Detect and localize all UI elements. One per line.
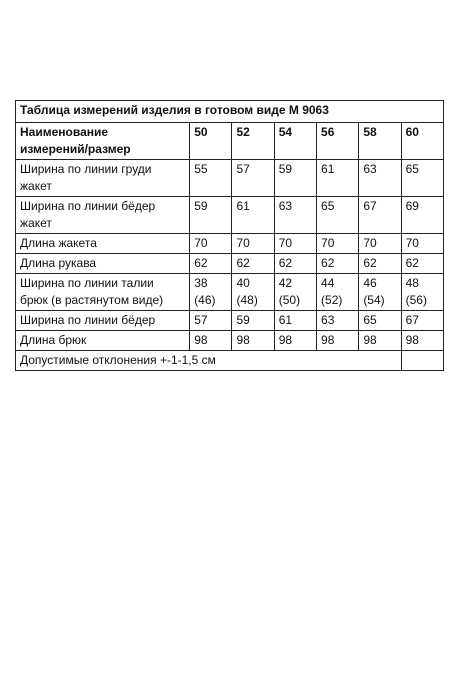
value-cell bbox=[317, 274, 359, 311]
value-line: 65 bbox=[405, 162, 419, 176]
value-line: 70 bbox=[194, 236, 208, 250]
tolerance-note: Допустимые отклонения +-1-1,5 см bbox=[16, 351, 402, 371]
value-line: 62 bbox=[194, 256, 208, 270]
value-cell bbox=[232, 331, 274, 351]
measurement-name-line: Ширина по линии груди bbox=[20, 162, 152, 176]
value-cell bbox=[190, 234, 232, 254]
measurement-name-line: брюк (в растянутом виде) bbox=[20, 293, 164, 307]
header-name-line: Наименование bbox=[20, 125, 109, 139]
value-cell bbox=[274, 331, 316, 351]
value-line: 44 bbox=[321, 276, 335, 290]
value-cell bbox=[359, 160, 401, 197]
value-cell bbox=[274, 311, 316, 331]
value-line: 70 bbox=[405, 236, 419, 250]
size-header: 58 bbox=[359, 123, 401, 160]
value-cell bbox=[317, 160, 359, 197]
size-header: 52 bbox=[232, 123, 274, 160]
value-cell bbox=[401, 254, 443, 274]
value-line: 59 bbox=[278, 162, 293, 176]
value-cell bbox=[232, 197, 274, 234]
value-cell bbox=[274, 160, 316, 197]
value-cell bbox=[232, 160, 274, 197]
value-cell bbox=[401, 331, 443, 351]
value-cell bbox=[401, 197, 443, 234]
value-line: 62 bbox=[278, 256, 293, 270]
value-line: 59 bbox=[194, 199, 208, 213]
value-line: 98 bbox=[363, 333, 377, 347]
value-cell bbox=[317, 234, 359, 254]
value-cell bbox=[359, 331, 401, 351]
value-line: (48) bbox=[236, 293, 258, 307]
table-row bbox=[16, 197, 444, 234]
value-line: 70 bbox=[321, 236, 335, 250]
value-cell bbox=[317, 254, 359, 274]
value-line: 67 bbox=[363, 199, 377, 213]
value-line: 62 bbox=[321, 256, 335, 270]
measurement-table bbox=[15, 100, 444, 371]
value-line: 62 bbox=[405, 256, 419, 270]
value-cell bbox=[359, 311, 401, 331]
value-cell bbox=[359, 254, 401, 274]
value-line: 57 bbox=[236, 162, 250, 176]
value-line: 69 bbox=[405, 199, 419, 213]
measurement-name-line: Длина брюк bbox=[20, 333, 87, 347]
value-cell bbox=[359, 197, 401, 234]
measurement-name-cell bbox=[16, 311, 190, 331]
value-cell bbox=[190, 160, 232, 197]
value-cell bbox=[401, 160, 443, 197]
value-line: 98 bbox=[321, 333, 335, 347]
measurement-name-line: Ширина по линии талии bbox=[20, 276, 154, 290]
value-cell bbox=[232, 274, 274, 311]
value-line: 67 bbox=[405, 313, 419, 327]
value-cell bbox=[190, 254, 232, 274]
value-cell bbox=[190, 311, 232, 331]
value-line: 63 bbox=[363, 162, 377, 176]
measurement-name-line: Ширина по линии бёдер bbox=[20, 313, 156, 327]
value-line: 57 bbox=[194, 313, 208, 327]
value-line: 40 bbox=[236, 276, 250, 290]
value-line: 38 bbox=[194, 276, 208, 290]
value-cell bbox=[317, 331, 359, 351]
value-line: 59 bbox=[236, 313, 250, 327]
value-cell bbox=[274, 197, 316, 234]
value-line: 70 bbox=[363, 236, 377, 250]
value-cell bbox=[190, 274, 232, 311]
value-line: 55 bbox=[194, 162, 208, 176]
measurement-name-cell bbox=[16, 331, 190, 351]
value-line: 65 bbox=[321, 199, 335, 213]
empty-cell bbox=[401, 351, 443, 371]
measurement-name-cell bbox=[16, 254, 190, 274]
value-cell bbox=[232, 311, 274, 331]
value-cell bbox=[232, 234, 274, 254]
measurement-name-line: жакет bbox=[20, 179, 52, 193]
table-row bbox=[16, 254, 444, 274]
header-name-cell bbox=[16, 123, 190, 160]
value-line: (46) bbox=[194, 293, 216, 307]
value-line: 46 bbox=[363, 276, 377, 290]
value-line: 63 bbox=[321, 313, 335, 327]
value-cell bbox=[317, 197, 359, 234]
value-line: 98 bbox=[278, 333, 293, 347]
measurement-sheet bbox=[15, 100, 444, 371]
table-row bbox=[16, 274, 444, 311]
size-header: 54 bbox=[274, 123, 316, 160]
value-cell bbox=[317, 311, 359, 331]
value-line: 98 bbox=[405, 333, 419, 347]
value-line: 98 bbox=[236, 333, 250, 347]
title-row bbox=[16, 101, 444, 123]
table-row bbox=[16, 234, 444, 254]
value-cell bbox=[190, 197, 232, 234]
value-line: 70 bbox=[278, 236, 293, 250]
value-cell bbox=[190, 331, 232, 351]
measurement-name-cell bbox=[16, 234, 190, 254]
value-cell bbox=[274, 274, 316, 311]
value-line: 63 bbox=[278, 199, 293, 213]
footer-row bbox=[16, 351, 444, 371]
table-row bbox=[16, 331, 444, 351]
measurement-name-cell bbox=[16, 274, 190, 311]
value-cell bbox=[401, 234, 443, 254]
value-line: 42 bbox=[278, 276, 293, 290]
size-header: 60 bbox=[401, 123, 443, 160]
value-line: (54) bbox=[363, 293, 385, 307]
value-cell bbox=[359, 274, 401, 311]
size-header: 56 bbox=[317, 123, 359, 160]
measurement-name-line: жакет bbox=[20, 216, 52, 230]
table-row bbox=[16, 160, 444, 197]
value-line: (56) bbox=[405, 293, 427, 307]
value-cell bbox=[274, 254, 316, 274]
value-cell bbox=[232, 254, 274, 274]
measurement-name-cell bbox=[16, 160, 190, 197]
measurement-name-line: Ширина по линии бёдер bbox=[20, 199, 156, 213]
header-name-line: измерений/размер bbox=[20, 142, 131, 156]
value-cell bbox=[274, 234, 316, 254]
value-line: (50) bbox=[278, 293, 301, 307]
table-title: Таблица измерений изделия в готовом виде М 9063 bbox=[16, 101, 444, 123]
value-line: 61 bbox=[321, 162, 335, 176]
measurement-name-line: Длина рукава bbox=[20, 256, 97, 270]
value-cell bbox=[359, 234, 401, 254]
value-line: 61 bbox=[278, 313, 293, 327]
value-line: 61 bbox=[236, 199, 250, 213]
value-line: 70 bbox=[236, 236, 250, 250]
value-line: 98 bbox=[194, 333, 208, 347]
table-row bbox=[16, 311, 444, 331]
value-cell bbox=[401, 311, 443, 331]
value-line: 65 bbox=[363, 313, 377, 327]
value-cell bbox=[401, 274, 443, 311]
size-header: 50 bbox=[190, 123, 232, 160]
value-line: (52) bbox=[321, 293, 343, 307]
measurement-name-line: Длина жакета bbox=[20, 236, 97, 250]
value-line: 48 bbox=[405, 276, 419, 290]
value-line: 62 bbox=[363, 256, 377, 270]
header-row bbox=[16, 123, 444, 160]
value-line: 62 bbox=[236, 256, 250, 270]
measurement-name-cell bbox=[16, 197, 190, 234]
